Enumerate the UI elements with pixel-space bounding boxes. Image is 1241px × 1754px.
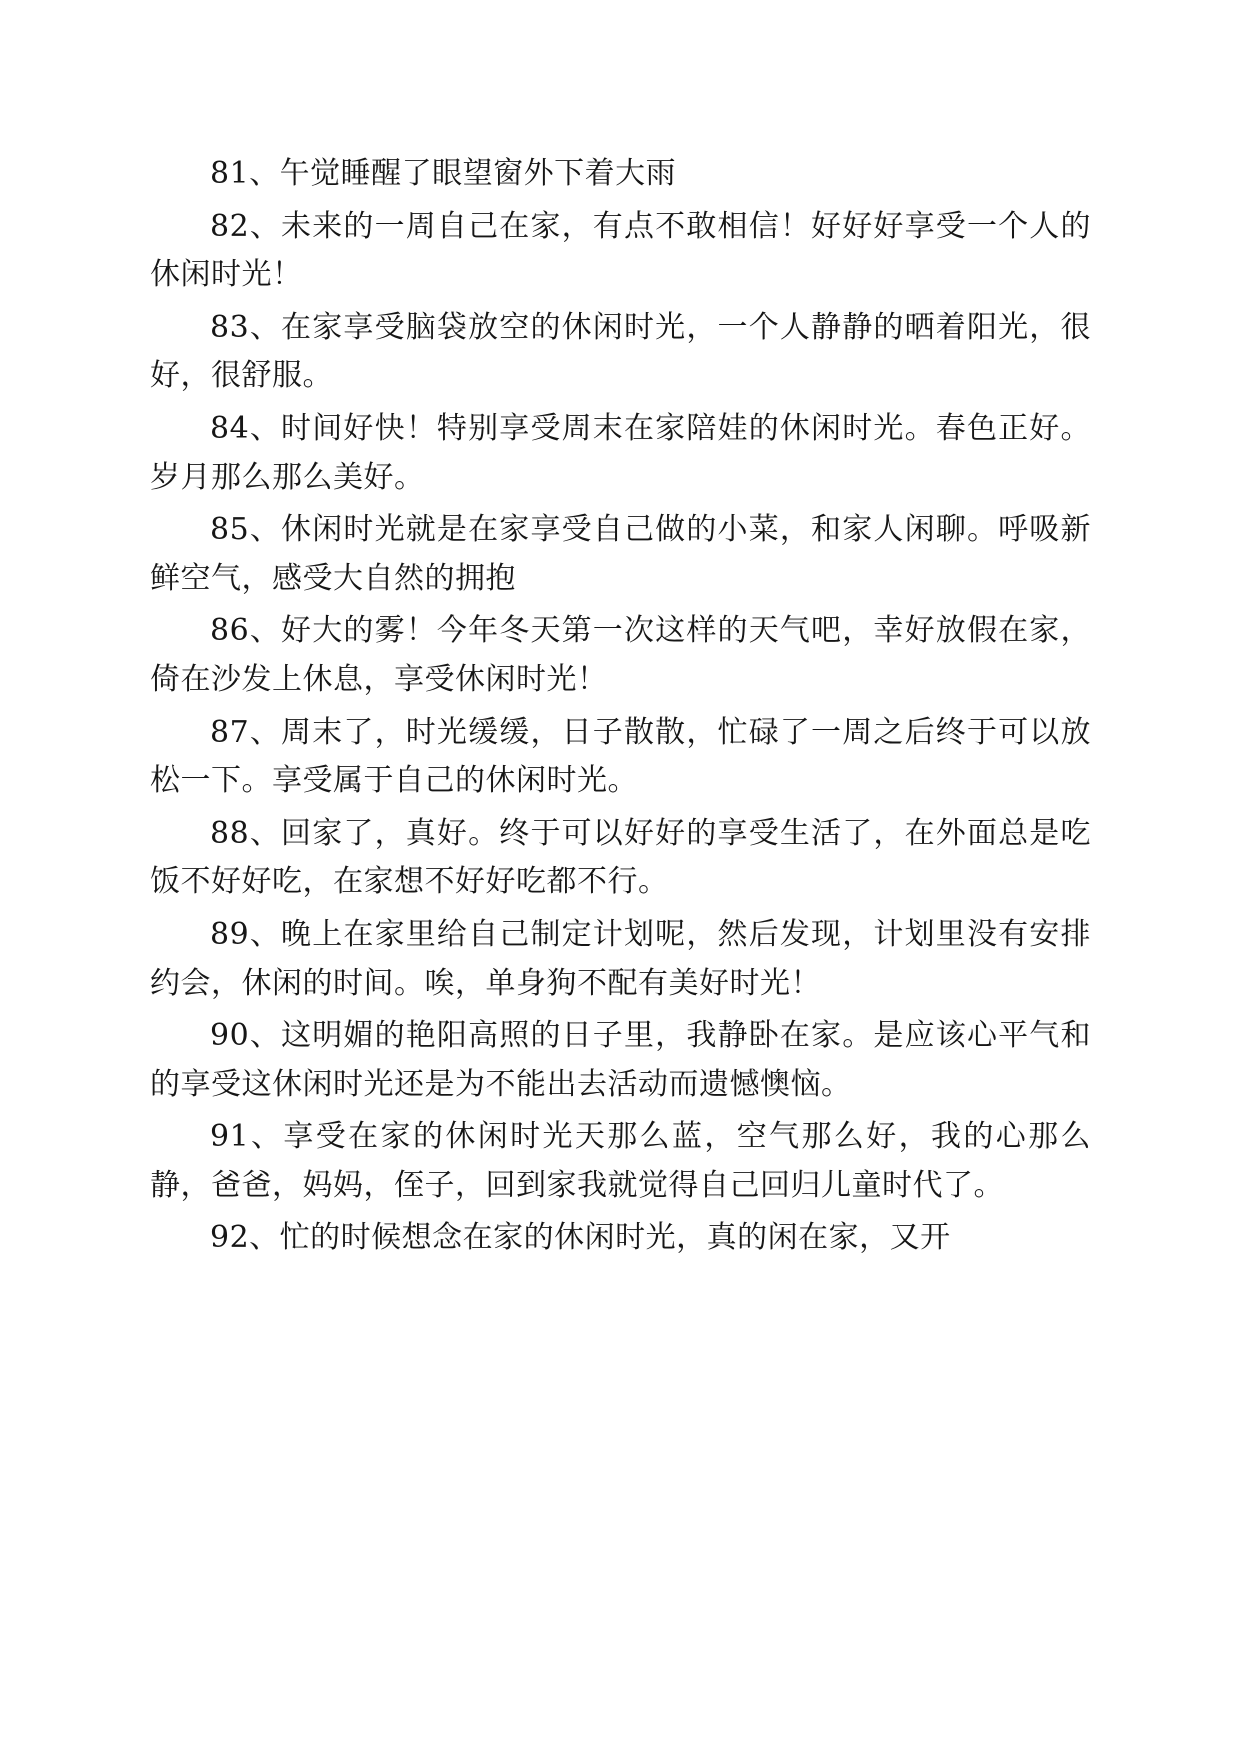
paragraph: 92、忙的时候想念在家的休闲时光，真的闲在家，又开 [210,1220,951,1256]
paragraph: 81、午觉睡醒了眼望窗外下着大雨 [210,156,677,191]
paragraph: 90、这明媚的艳阳高照的日子里，我静卧在家。是应该心平气和的享受这休闲时光还是为不能出去活动而遗憾懊恼。 [150,1018,1091,1102]
paragraph: 85、休闲时光就是在家享受自己做的小菜，和家人闲聊。呼吸新鲜空气，感受大自然的拥抱 [150,512,1091,596]
paragraph: 91、享受在家的休闲时光天那么蓝，空气那么好，我的心那么静，爸爸，妈妈，侄子，回到家我就觉得自己回归儿童时代了。 [150,1119,1091,1203]
paragraph: 87、周末了，时光缓缓，日子散散，忙碌了一周之后终于可以放松一下。享受属于自己的休闲时光。 [150,714,1091,799]
document-body [150,150,1091,1263]
paragraph: 89、晚上在家里给自己制定计划呢，然后发现，计划里没有安排约会，休闲的时间。唉，单身狗不配有美好时光！ [150,916,1091,1001]
paragraph: 83、在家享受脑袋放空的休闲时光，一个人静静的晒着阳光，很好，很舒服。 [150,309,1091,394]
paragraph: 88、回家了，真好。终于可以好好的享受生活了，在外面总是吃饭不好好吃，在家想不好好吃都不行。 [150,815,1091,900]
paragraph: 86、好大的雾！今年冬天第一次这样的天气吧，幸好放假在家，倚在沙发上休息，享受休闲时光！ [150,613,1091,697]
paragraph: 84、时间好快！特别享受周末在家陪娃的休闲时光。春色正好。岁月那么那么美好。 [150,410,1091,495]
paragraph: 82、未来的一周自己在家，有点不敢相信！好好好享受一个人的休闲时光！ [150,208,1091,293]
